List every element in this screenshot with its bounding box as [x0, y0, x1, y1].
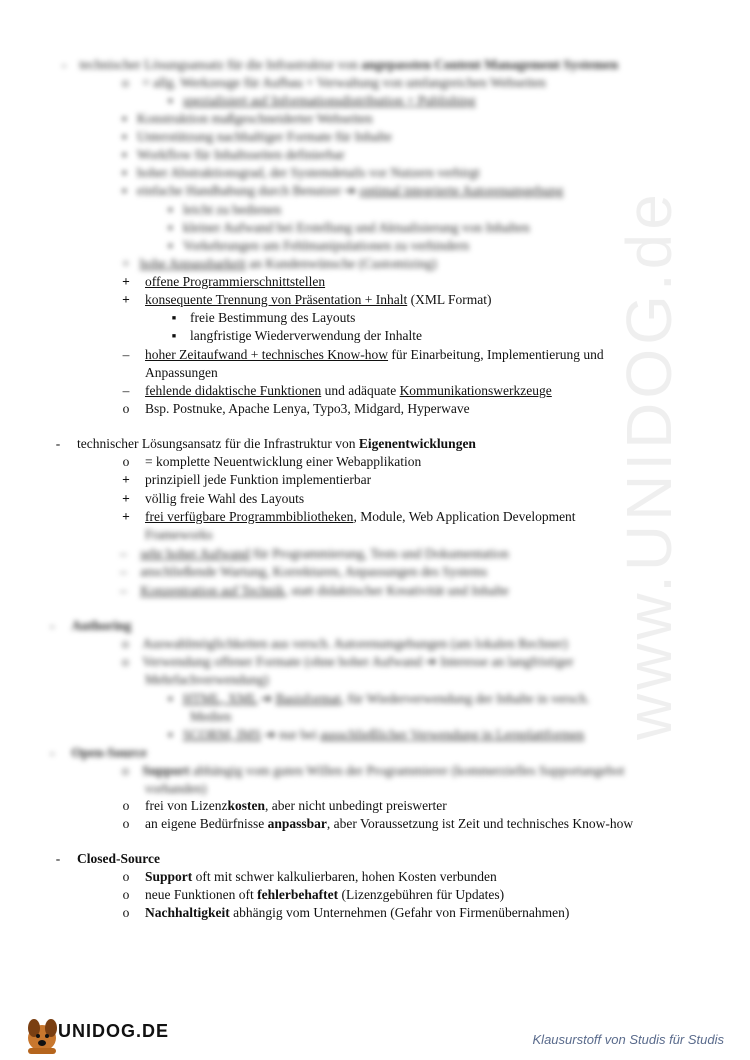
circle-bullet: o [122, 887, 130, 902]
cms-separation-sub-1: freie Bestimmung des Layouts [190, 310, 356, 325]
circle-bullet: o [122, 816, 130, 831]
square-bullet: ▪ [171, 328, 177, 343]
plus-marker: + [122, 472, 130, 487]
own-minus-2: – anschließende Wartung, Korrekturen, Anpassungen des Systems [120, 564, 488, 579]
cms-handling-sub-3: ▪ Vorkehrungen um Fehlmanipulationen zu verhindern [168, 238, 470, 253]
opensource-adapt: an eigene Bedürfnisse anpassbar, aber Voraussetzung ist Zeit und technisches Know-how [145, 816, 634, 831]
watermark: www.UNIDOG.de [613, 190, 685, 740]
cms-point-3: ▪ Workflow für Inhaltsseiten definierbar [122, 147, 345, 162]
cms-intro-sub: ▪ spezialisiert auf Informationsdistribution + Publishing [168, 93, 476, 108]
opensource-support-cont: vorhanden) [145, 781, 207, 796]
footer-tagline: Klausurstoff von Studis für Studis [532, 1032, 724, 1047]
authoring-heading: - Authoring [50, 618, 132, 633]
cms-separation: konsequente Trennung von Präsentation + Inhalt (XML Format) [145, 292, 492, 307]
own-minus-3: – Konzentration auf Technik, statt didaktischer Kreativität und Inhalte [120, 583, 509, 598]
cms-handling-sub-1: ▪ leicht zu bedienen [168, 202, 282, 217]
circle-bullet: o [122, 869, 130, 884]
own-plus-3-cont: Frameworks [145, 527, 213, 542]
minus-marker: – [122, 347, 130, 362]
cms-examples: Bsp. Postnuke, Apache Lenya, Typo3, Midgard, Hyperwave [145, 401, 470, 416]
circle-bullet: o [122, 905, 130, 920]
cms-effort-cont: Anpassungen [145, 365, 218, 380]
closedsource-heading: Closed-Source [77, 851, 160, 866]
own-plus-3: frei verfügbare Programmbibliotheken, Module, Web Application Development [145, 509, 576, 524]
dash-marker: - [55, 436, 61, 451]
cms-point-4: ▪ hoher Abstraktionsgrad, der Systemdetails vor Nutzern verbirgt [122, 165, 480, 180]
closedsource-support: Support oft mit schwer kalkulierbaren, hohen Kosten verbunden [145, 869, 497, 884]
closedsource-features: neue Funktionen oft fehlerbehaftet (Lizenzgebühren für Updates) [145, 887, 505, 902]
plus-marker: + [122, 491, 130, 506]
cms-handling-sub-2: ▪ kleiner Aufwand bei Erstellung und Aktualisierung von Inhalten [168, 220, 530, 235]
dash-marker: - [55, 851, 61, 866]
authoring-item-2-cont: Mehrfachverwendung) [145, 672, 269, 687]
own-plus-1: prinzipiell jede Funktion implementierbar [145, 472, 372, 487]
circle-bullet: o [122, 798, 130, 813]
own-minus-1: – sehr hoher Aufwand für Programmierung, Tests und Dokumentation [120, 546, 509, 561]
authoring-sub-2: ▪ SCORM, IMS ➔ nur bei ausschließlicher Verwendung in Lernplattformen [168, 727, 585, 742]
cms-didactic: fehlende didaktische Funktionen und adäquate Kommunikationswerkzeuge [145, 383, 552, 398]
cms-customizing: + hohe Anpassbarkeit an Kundenwünsche (Customizing) [122, 256, 437, 271]
authoring-item-1: o Auswahlmöglichkeiten aus versch. Autorenumgebungen (am lokalen Rechner) [122, 636, 568, 651]
opensource-support: o Support abhängig vom guten Willen der Programmierer (kommerzielles Supportangebot [122, 763, 625, 778]
plus-marker: + [122, 274, 130, 289]
cms-separation-sub-2: langfristige Wiederverwendung der Inhalte [190, 328, 422, 343]
authoring-sub-1: ▪ HTML, XML ➔ Basisformat, für Wiederverwendung der Inhalte in versch. [168, 691, 590, 706]
cms-heading: - technischer Lösungsansatz für die Infrastruktur von angepassten Content Management Systemen [61, 57, 619, 72]
authoring-sub-1-cont: Medien [190, 709, 232, 724]
plus-marker: + [122, 292, 130, 307]
closedsource-sustainability: Nachhaltigkeit abhängig vom Unternehmen (Gefahr von Firmenübernahmen) [145, 905, 570, 920]
cms-handling: ▪ einfache Handhabung durch Benutzer ➔ optimal integrierte Autorenumgebung [122, 183, 564, 198]
circle-bullet: o [122, 401, 130, 416]
cms-intro: o = allg. Werkzeuge für Aufbau + Verwaltung von umfangreichen Webseiten [122, 75, 546, 90]
own-intro: = komplette Neuentwicklung einer Webapplikation [145, 454, 422, 469]
authoring-item-2: o Verwendung offener Formate (ohne hoher Aufwand ➔ Interesse an langfristiger [122, 654, 574, 669]
cms-point-1: ▪ Konstruktion maßgeschneiderter Webseiten [122, 111, 373, 126]
circle-bullet: o [122, 454, 130, 469]
cms-interfaces: offene Programmierschnittstellen [145, 274, 326, 289]
cms-effort: hoher Zeitaufwand + technisches Know-how für Einarbeitung, Implementierung und [145, 347, 604, 362]
cms-point-2: ▪ Unterstützung nachhaltiger Formate für Inhalte [122, 129, 392, 144]
footer-logo-text: UNIDOG.DE [58, 1021, 170, 1041]
own-plus-2: völlig freie Wahl des Layouts [145, 491, 305, 506]
minus-marker: – [122, 383, 130, 398]
plus-marker: + [122, 509, 130, 524]
opensource-free: frei von Lizenzkosten, aber nicht unbedingt preiswerter [145, 798, 447, 813]
opensource-heading: - Open-Source [50, 745, 147, 760]
square-bullet: ▪ [171, 310, 177, 325]
own-heading: technischer Lösungsansatz für die Infrastruktur von Eigenentwicklungen [77, 436, 476, 451]
